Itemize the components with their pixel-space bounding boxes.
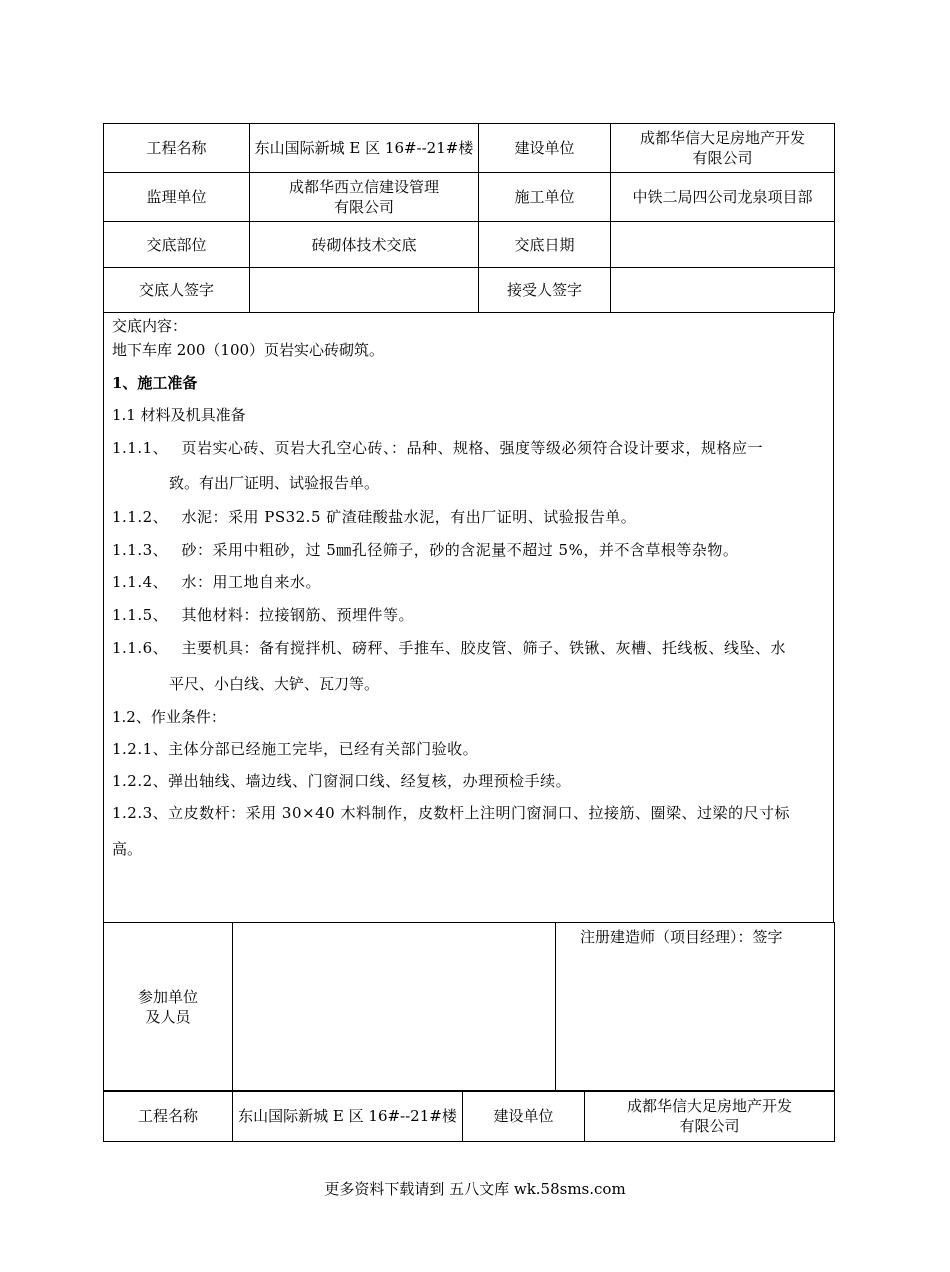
list-item	[112, 437, 827, 458]
table-row	[104, 268, 835, 313]
table-row	[104, 1091, 835, 1142]
supervisor-value-line1: 成都华西立信建设管理	[288, 178, 439, 196]
footer-developer-value	[585, 1091, 835, 1142]
briefing-date-value	[611, 222, 835, 268]
briefing-part-value: 砖砌体技术交底	[250, 222, 479, 268]
content-heading: 交底内容：	[112, 317, 188, 335]
subsection-title: 1.1 材料及机具准备	[112, 406, 246, 424]
item-text: 其他材料：拉接钢筋、预埋件等。	[181, 606, 414, 624]
participants-label-line1: 参加单位	[137, 988, 198, 1006]
developer-value-line1: 成都华信大足房地产开发	[639, 129, 805, 147]
list-item	[112, 571, 321, 592]
signature-cell	[556, 923, 835, 1092]
item-number: 1.1.5、	[112, 606, 169, 624]
list-item: 1.2.2、弹出轴线、墙边线、门窗洞口线、经复核，办理预检手续。	[112, 772, 572, 790]
footer-project-name-label: 工程名称	[104, 1091, 233, 1142]
developer-label: 建设单位	[479, 124, 611, 173]
briefer-signature-label: 交底人签字	[104, 268, 250, 313]
supervisor-value-line2: 有限公司	[333, 198, 394, 216]
contractor-label: 施工单位	[479, 173, 611, 222]
item-text: 页岩实心砖、页岩大孔空心砖、：品种、规格、强度等级必须符合设计要求，规格应一	[181, 439, 763, 457]
list-item	[112, 637, 786, 658]
developer-value-line2: 有限公司	[692, 149, 753, 167]
footer-developer-line1: 成都华信大足房地产开发	[626, 1097, 792, 1115]
project-name-value: 东山国际新城 E 区 16#--21#楼	[250, 124, 479, 173]
participants-value	[233, 923, 556, 1092]
subsection-title: 1.2、作业条件：	[112, 708, 226, 726]
item-text: 砂：采用中粗砂，过 5㎜孔径筛子，砂的含泥量不超过 5%，并不含草根等杂物。	[181, 541, 739, 559]
item-continuation: 高。	[112, 840, 143, 858]
receiver-signature-label: 接受人签字	[479, 268, 611, 313]
supervisor-value	[250, 173, 479, 222]
table-row	[104, 124, 835, 173]
list-item: 1.2.3、立皮数杆：采用 30×40 木料制作，皮数杆上注明门窗洞口、拉接筋、圈梁、过梁的尺寸标	[112, 804, 790, 822]
section-title: 1、施工准备	[112, 374, 198, 392]
item-number: 1.1.3、	[112, 541, 169, 559]
project-name-label: 工程名称	[104, 124, 250, 173]
developer-value	[611, 124, 835, 173]
briefing-part-label: 交底部位	[104, 222, 250, 268]
footer-developer-label: 建设单位	[463, 1091, 585, 1142]
item-number: 1.1.4、	[112, 573, 169, 591]
item-continuation: 平尺、小白线、大铲、瓦刀等。	[169, 675, 380, 693]
page-footer-link[interactable]: 更多资料下载请到 五八文库 wk.58sms.com	[324, 1180, 626, 1198]
participants-label-line2: 及人员	[145, 1008, 191, 1026]
briefing-content	[103, 313, 834, 923]
participants-table	[103, 922, 835, 1092]
briefing-date-label: 交底日期	[479, 222, 611, 268]
list-item	[112, 506, 636, 527]
content-intro: 地下车库 200（100）页岩实心砖砌筑。	[112, 341, 385, 359]
list-item	[112, 539, 738, 560]
footer-project-name-value: 东山国际新城 E 区 16#--21#楼	[233, 1091, 463, 1142]
supervisor-label: 监理单位	[104, 173, 250, 222]
table-row	[104, 173, 835, 222]
footer-info-table	[103, 1090, 835, 1142]
item-number: 1.1.2、	[112, 508, 169, 526]
footer-developer-line2: 有限公司	[679, 1117, 740, 1135]
signature-label: 注册建造师（项目经理）：签字	[580, 928, 783, 946]
item-number: 1.1.1、	[112, 439, 169, 457]
receiver-signature-value	[611, 268, 835, 313]
briefer-signature-value	[250, 268, 479, 313]
item-text: 水：用工地自来水。	[181, 573, 321, 591]
item-text: 主要机具：备有搅拌机、磅秤、手推车、胶皮管、筛子、铁锹、灰槽、托线板、线坠、水	[181, 639, 786, 657]
list-item: 1.2.1、主体分部已经施工完毕，已经有关部门验收。	[112, 740, 479, 758]
contractor-value: 中铁二局四公司龙泉项目部	[611, 173, 835, 222]
item-text: 水泥：采用 PS32.5 矿渣硅酸盐水泥，有出厂证明、试验报告单。	[181, 508, 637, 526]
item-continuation: 致。有出厂证明、试验报告单。	[169, 474, 380, 492]
table-row	[104, 222, 835, 268]
list-item	[112, 604, 414, 625]
item-number: 1.1.6、	[112, 639, 169, 657]
table-row	[104, 923, 835, 1092]
header-info-table	[103, 123, 835, 313]
participants-label	[104, 923, 233, 1092]
